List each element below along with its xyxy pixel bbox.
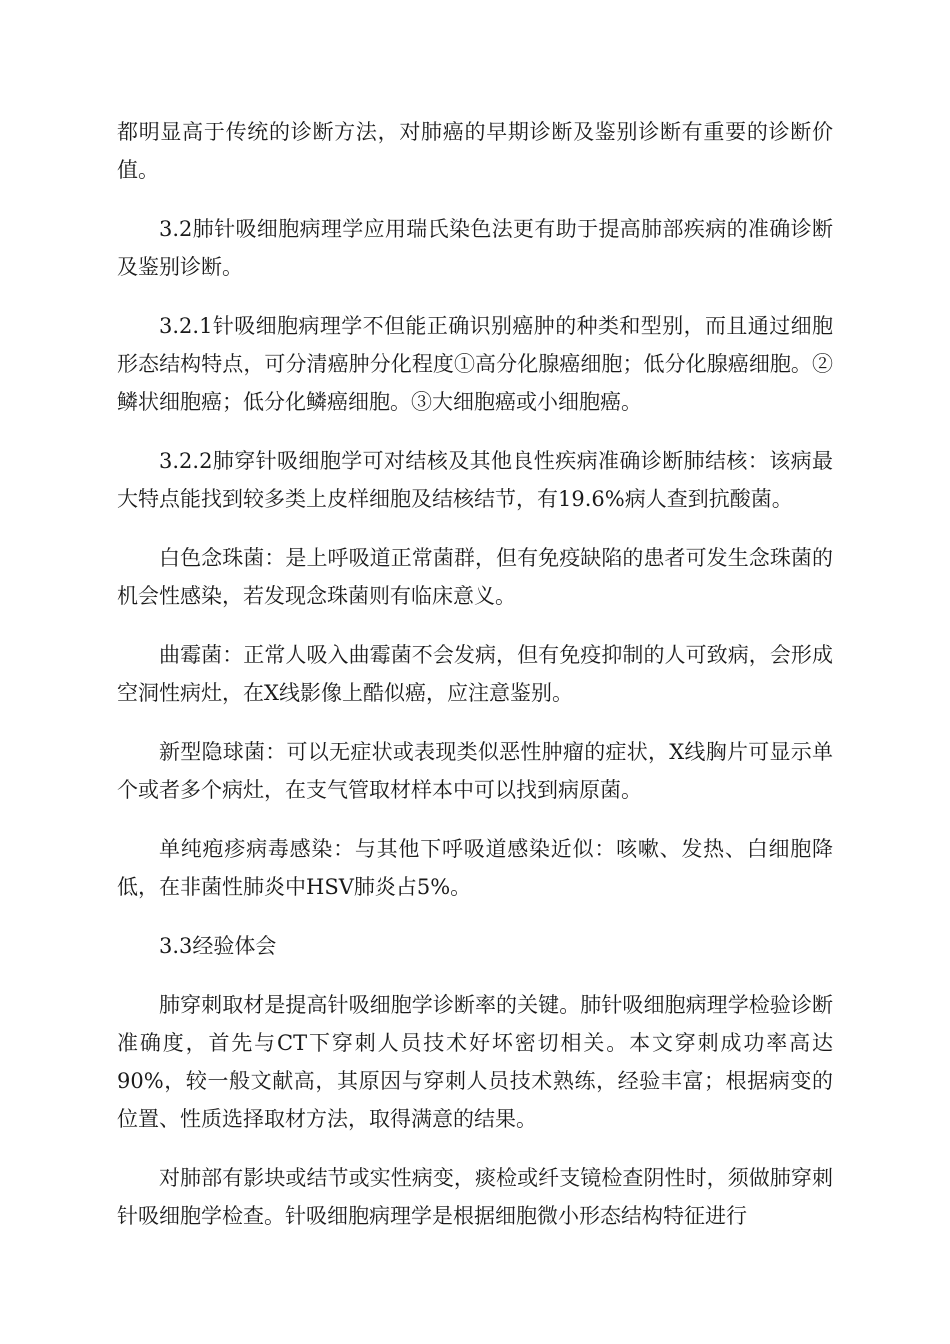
- document-body: [117, 113, 833, 1256]
- paragraph-section-3-2: 3.2肺针吸细胞病理学应用瑞氏染色法更有助于提高肺部疾病的准确诊断及鉴别诊断。: [117, 217, 833, 279]
- paragraph-section-3-2-2: 3.2.2肺穿针吸细胞学可对结核及其他良性疾病准确诊断肺结核：该病最大特点能找到较多类上皮样细胞及结核结节，有19.6%病人查到抗酸菌。: [117, 449, 833, 511]
- paragraph-aspergillus: 曲霉菌：正常人吸入曲霉菌不会发病，但有免疫抑制的人可致病，会形成空洞性病灶，在X线影像上酷似癌，应注意鉴别。: [117, 643, 833, 705]
- paragraph-candida: 白色念珠菌：是上呼吸道正常菌群，但有免疫缺陷的患者可发生念珠菌的机会性感染，若发现念珠菌则有临床意义。: [117, 546, 833, 608]
- paragraph-hsv: 单纯疱疹病毒感染：与其他下呼吸道感染近似：咳嗽、发热、白细胞降低，在非菌性肺炎中HSV肺炎占5%。: [117, 837, 833, 899]
- paragraph-continued: 都明显高于传统的诊断方法，对肺癌的早期诊断及鉴别诊断有重要的诊断价值。: [117, 120, 833, 182]
- section-heading-3-3: 3.3经验体会: [159, 934, 277, 958]
- paragraph-puncture-indication: 对肺部有影块或结节或实性病变，痰检或纤支镜检查阴性时，须做肺穿刺针吸细胞学检查。针吸细胞病理学是根据细胞微小形态结构特征进行: [117, 1166, 833, 1228]
- paragraph-cryptococcus: 新型隐球菌：可以无症状或表现类似恶性肿瘤的症状，X线胸片可显示单个或者多个病灶，在支气管取材样本中可以找到病原菌。: [117, 740, 833, 802]
- paragraph-section-3-2-1: 3.2.1针吸细胞病理学不但能正确识别癌肿的种类和型别，而且通过细胞形态结构特点，可分清癌肿分化程度①高分化腺癌细胞；低分化腺癌细胞。②鳞状细胞癌；低分化鳞癌细胞。③大细胞癌或小细胞癌。: [117, 314, 833, 414]
- paragraph-experience: 肺穿刺取材是提高针吸细胞学诊断率的关键。肺针吸细胞病理学检验诊断准确度，首先与CT下穿刺人员技术好坏密切相关。本文穿刺成功率高达90%，较一般文献高，其原因与穿刺人员技术熟练，经验丰富；根据病变的位置、性质选择取材方法，取得满意的结果。: [117, 993, 833, 1131]
